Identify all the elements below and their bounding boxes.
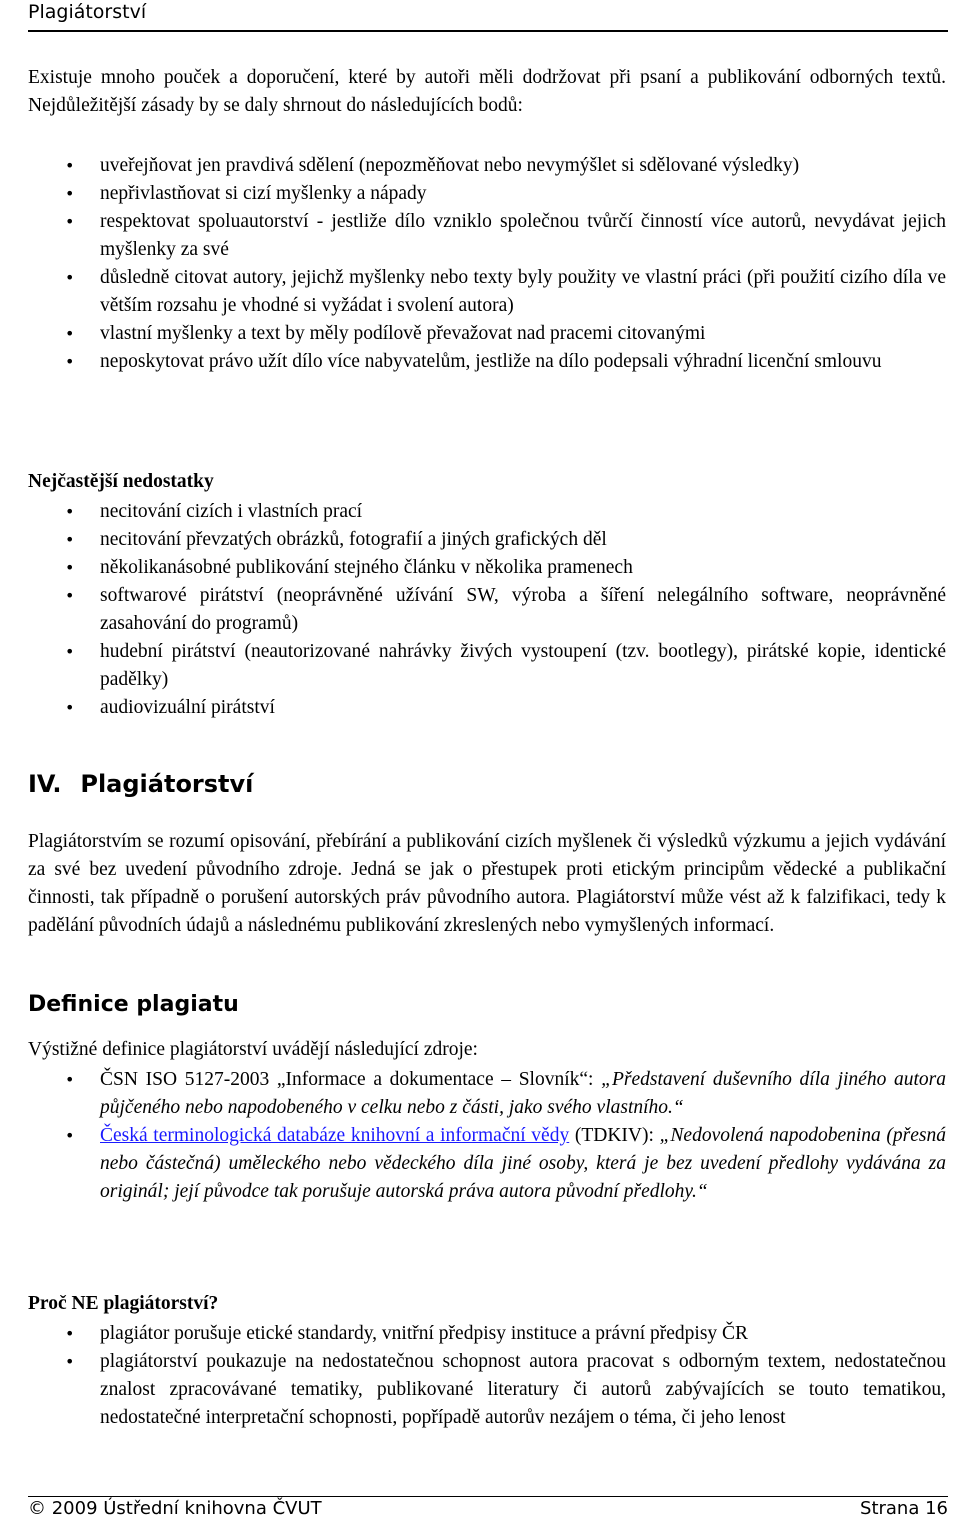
page-footer — [28, 1496, 948, 1521]
list-item: • vlastní myšlenky a text by měly podílově převažovat nad pracemi citovanými — [28, 320, 946, 348]
section-title: Plagiátorství — [80, 770, 254, 798]
footer-copyright: © 2009 Ústřední knihovna ČVUT — [28, 1498, 322, 1519]
deficiencies-list — [28, 498, 946, 722]
section-paragraph: Plagiátorstvím se rozumí opisování, přebírání a publikování cizích myšlenek či výsledků výzkumu a jejich vydávání za své bez uvedení původního zdroje. Jedná se jak o přestupek proti etickým principům vědecké a publikační činnosti, tak případně o porušení autorských práv původního autora. Plagiátorství může vést až k falzifikaci, tedy k padělání původních údajů a následnému publikování zkreslených nebo vymyšlených informací. — [28, 831, 946, 936]
definition-lead: Výstižné definice plagiátorství uvádějí následující zdroje: — [28, 1039, 478, 1060]
rules-list — [28, 152, 946, 376]
list-item: • plagiátor porušuje etické standardy, vnitřní předpisy instituce a právní předpisy ČR — [28, 1320, 946, 1348]
definition-heading: Definice plagiatu — [28, 992, 239, 1017]
tdkiv-link[interactable]: Česká terminologická databáze knihovní a informační vědy — [100, 1125, 570, 1146]
list-item: • nepřivlastňovat si cizí myšlenky a nápady — [28, 180, 946, 208]
list-item: • softwarové pirátství (neoprávněné užívání SW, výroba a šíření nelegálního software, neoprávněné zasahování do programů) — [28, 582, 946, 638]
list-item: • uveřejňovat jen pravdivá sdělení (nepozměňovat nebo nevymýšlet si sdělované výsledky) — [28, 152, 946, 180]
deficiencies-heading: Nejčastější nedostatky — [28, 471, 214, 492]
definition-quote: „Představení duševního díla jiného autora půjčeného nebo napodobeného v celku nebo z části, jako svého vlastního.“ — [100, 1069, 946, 1118]
definition-quote: „Nedovolená napodobenina (přesná nebo částečná) uměleckého nebo vědeckého díla jiné osoby, která je bez uvedení předlohy vydávána za originál; její původce tak porušuje autorská práva autora původní předlohy.“ — [100, 1125, 947, 1202]
list-item: • necitování cizích i vlastních prací — [28, 498, 946, 526]
list-item: • plagiátorství poukazuje na nedostatečnou schopnost autora pracovat s odborným textem, nedostatečnou znalost zpracovávané tematiky, publikované literatury či autorů zabývajících se touto tematikou, nedostatečné interpretační schopnosti, popřípadě autorův nezájem o téma, či jeho lenost — [28, 1348, 946, 1432]
list-item: • několikanásobné publikování stejného článku v několika pramenech — [28, 554, 946, 582]
list-item: • neposkytovat právo užít dílo více nabyvatelům, jestliže na dílo podepsali výhradní licenční smlouvu — [28, 348, 946, 376]
section-number: IV. — [28, 770, 62, 798]
list-item: • respektovat spoluautorství - jestliže dílo vzniklo společnou tvůrčí činností více autorů, nevydávat jejich myšlenky za své — [28, 208, 946, 264]
list-item: • hudební pirátství (neautorizované nahrávky živých vystoupení (tzv. bootlegy), pirátské kopie, identické padělky) — [28, 638, 946, 694]
list-item — [28, 1066, 946, 1122]
list-item: • audiovizuální pirátství — [28, 694, 946, 722]
definition-list — [28, 1066, 946, 1206]
section-heading — [28, 770, 253, 798]
why-list — [28, 1320, 946, 1432]
list-item — [28, 1122, 946, 1206]
list-item: • důsledně citovat autory, jejichž myšlenky nebo texty byly použity ve vlastní práci (při použití cizího díla ve větším rozsahu je vhodné si vyžádat i svolení autora) — [28, 264, 946, 320]
why-heading: Proč NE plagiátorství? — [28, 1293, 219, 1314]
definition-abbr: (TDKIV): — [569, 1125, 660, 1146]
intro-paragraph: Existuje mnoho pouček a doporučení, které by autoři měli dodržovat při psaní a publikování odborných textů. Nejdůležitější zásady by se daly shrnout do následujících bodů: — [28, 67, 946, 116]
list-item: • necitování převzatých obrázků, fotografií a jiných grafických děl — [28, 526, 946, 554]
page-header: Plagiátorství — [28, 0, 948, 32]
page-number: Strana 16 — [860, 1498, 948, 1519]
definition-source: ČSN ISO 5127-2003 „Informace a dokumentace – Slovník“: — [100, 1069, 602, 1090]
